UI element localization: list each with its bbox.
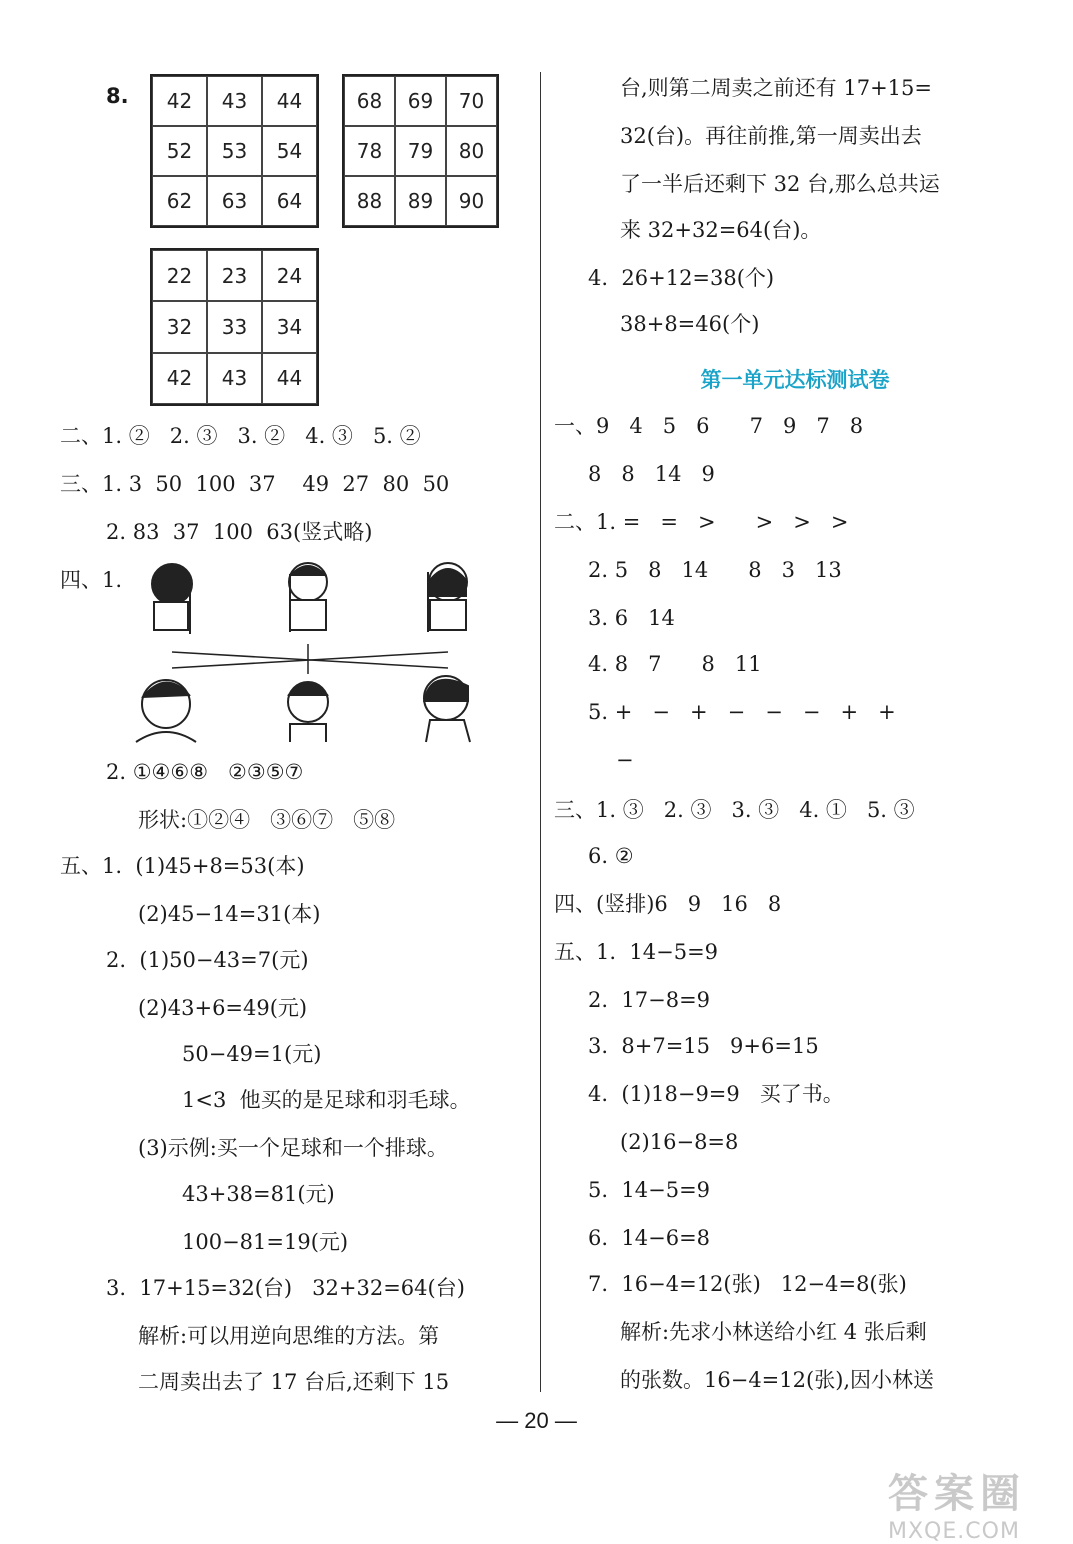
answer-line: 五、1. 14−5=9: [554, 940, 719, 964]
answer-line: 1<3 他买的是足球和羽毛球。: [182, 1088, 471, 1112]
answer-line: 五、1. (1)45+8=53(本): [60, 854, 305, 878]
answer-line: (2)45−14=31(本): [138, 902, 321, 926]
answer-line: 8 8 14 9: [588, 462, 715, 486]
grid-cell: 23: [207, 250, 262, 301]
grid-cell: 44: [262, 76, 317, 126]
boy-face-icon: [136, 680, 196, 742]
grid-cell: 90: [446, 176, 497, 226]
grid-cell: 43: [207, 76, 262, 126]
answer-line: 2. 83 37 100 63(竖式略): [106, 520, 373, 544]
cartoon-child-icon: [428, 563, 467, 632]
answer-line: 四、1.: [60, 568, 123, 592]
answer-line: 6. 14−6=8: [588, 1226, 711, 1250]
grid-cell: 43: [207, 353, 262, 404]
answer-line: 解析:先求小林送给小红 4 张后剩: [620, 1320, 927, 1344]
cartoon-child-icon: [152, 564, 192, 634]
answer-line: 四、(竖排)6 9 16 8: [554, 892, 782, 916]
answer-line: 来 32+32=64(台)。: [620, 218, 822, 242]
answer-line: 二、1. ② 2. ③ 3. ② 4. ③ 5. ②: [60, 424, 421, 448]
answer-line: 5. 14−5=9: [588, 1178, 711, 1202]
answer-line: (3)示例:买一个足球和一个排球。: [138, 1136, 448, 1160]
answer-line: 二、1. = = > > > >: [554, 510, 849, 534]
answer-line: 了一半后还剩下 32 台,那么总共运: [620, 172, 940, 196]
answer-line: 2. 17−8=9: [588, 988, 711, 1012]
answer-line: 43+38=81(元): [182, 1182, 335, 1206]
answer-line: 3. 8+7=15 9+6=15: [588, 1034, 819, 1058]
grid-cell: 69: [395, 76, 446, 126]
grid-cell: 24: [262, 250, 317, 301]
grid-cell: 42: [152, 76, 207, 126]
answer-line: 7. 16−4=12(张) 12−4=8(张): [588, 1272, 907, 1296]
grid-cell: 53: [207, 126, 262, 176]
watermark-logo-text: 答案圈: [888, 1471, 1026, 1517]
boy-face-icon: [288, 682, 328, 742]
answer-line: 3. 17+15=32(台) 32+32=64(台): [106, 1276, 465, 1300]
answer-line: 100−81=19(元): [182, 1230, 349, 1254]
answer-line: 32(台)。再往前推,第一周卖出去: [620, 124, 922, 148]
answer-line: 三、1. ③ 2. ③ 3. ③ 4. ① 5. ③: [554, 798, 915, 822]
answer-line: (2)16−8=8: [620, 1130, 739, 1154]
grid-cell: 88: [344, 176, 395, 226]
grid-cell: 89: [395, 176, 446, 226]
grid-cell: 34: [262, 301, 317, 352]
answer-line: 2. (1)50−43=7(元): [106, 948, 309, 972]
watermark-url: MXQE.COM: [888, 1519, 1020, 1544]
number-grid-1: [150, 74, 319, 228]
answer-line: 38+8=46(个): [620, 312, 760, 336]
answer-line: 二周卖出去了 17 台后,还剩下 15: [138, 1370, 450, 1394]
answer-line: 2. ①④⑥⑧ ②③⑤⑦: [106, 760, 304, 784]
question-8-label: 8.: [106, 84, 129, 108]
grid-cell: 64: [262, 176, 317, 226]
grid-cell: 70: [446, 76, 497, 126]
number-grid-2: [342, 74, 499, 228]
grid-cell: 52: [152, 126, 207, 176]
answer-line: 50−49=1(元): [182, 1042, 322, 1066]
answer-line: 5. + − + − − − + +: [588, 700, 896, 724]
answer-line: 3. 6 14: [588, 606, 675, 630]
section-title: 第一单元达标测试卷: [700, 368, 890, 392]
answer-line: 4. (1)18−9=9 买了书。: [588, 1082, 844, 1106]
grid-cell: 44: [262, 353, 317, 404]
answer-line: 2. 5 8 14 8 3 13: [588, 558, 842, 582]
grid-cell: 54: [262, 126, 317, 176]
answer-line: (2)43+6=49(元): [138, 996, 308, 1020]
answer-line: 4. 8 7 8 11: [588, 652, 762, 676]
grid-cell: 42: [152, 353, 207, 404]
grid-cell: 63: [207, 176, 262, 226]
answer-line: 一、9 4 5 6 7 9 7 8: [554, 414, 864, 438]
answer-line: −: [616, 748, 634, 772]
grid-cell: 22: [152, 250, 207, 301]
number-grid-3: [150, 248, 319, 406]
cartoon-child-icon: [289, 563, 327, 632]
grid-cell: 33: [207, 301, 262, 352]
grid-cell: 79: [395, 126, 446, 176]
grid-cell: 80: [446, 126, 497, 176]
answer-line: 形状:①②④ ③⑥⑦ ⑤⑧: [138, 808, 396, 832]
grid-cell: 68: [344, 76, 395, 126]
answer-line: 4. 26+12=38(个): [588, 266, 775, 290]
matching-illustration: [130, 556, 500, 746]
site-watermark: [888, 1462, 1026, 1544]
answer-line: 的张数。16−4=12(张),因小林送: [620, 1368, 935, 1392]
column-divider: [540, 72, 541, 1392]
grid-cell: 32: [152, 301, 207, 352]
grid-cell: 78: [344, 126, 395, 176]
answer-line: 解析:可以用逆向思维的方法。第: [138, 1324, 440, 1348]
grid-cell: 62: [152, 176, 207, 226]
page-number: — 20 —: [496, 1408, 577, 1433]
boy-face-icon: [424, 676, 470, 742]
answer-line: 6. ②: [588, 844, 634, 868]
answer-line: 三、1. 3 50 100 37 49 27 80 50: [60, 472, 450, 496]
answer-line: 台,则第二周卖之前还有 17+15=: [620, 76, 932, 100]
